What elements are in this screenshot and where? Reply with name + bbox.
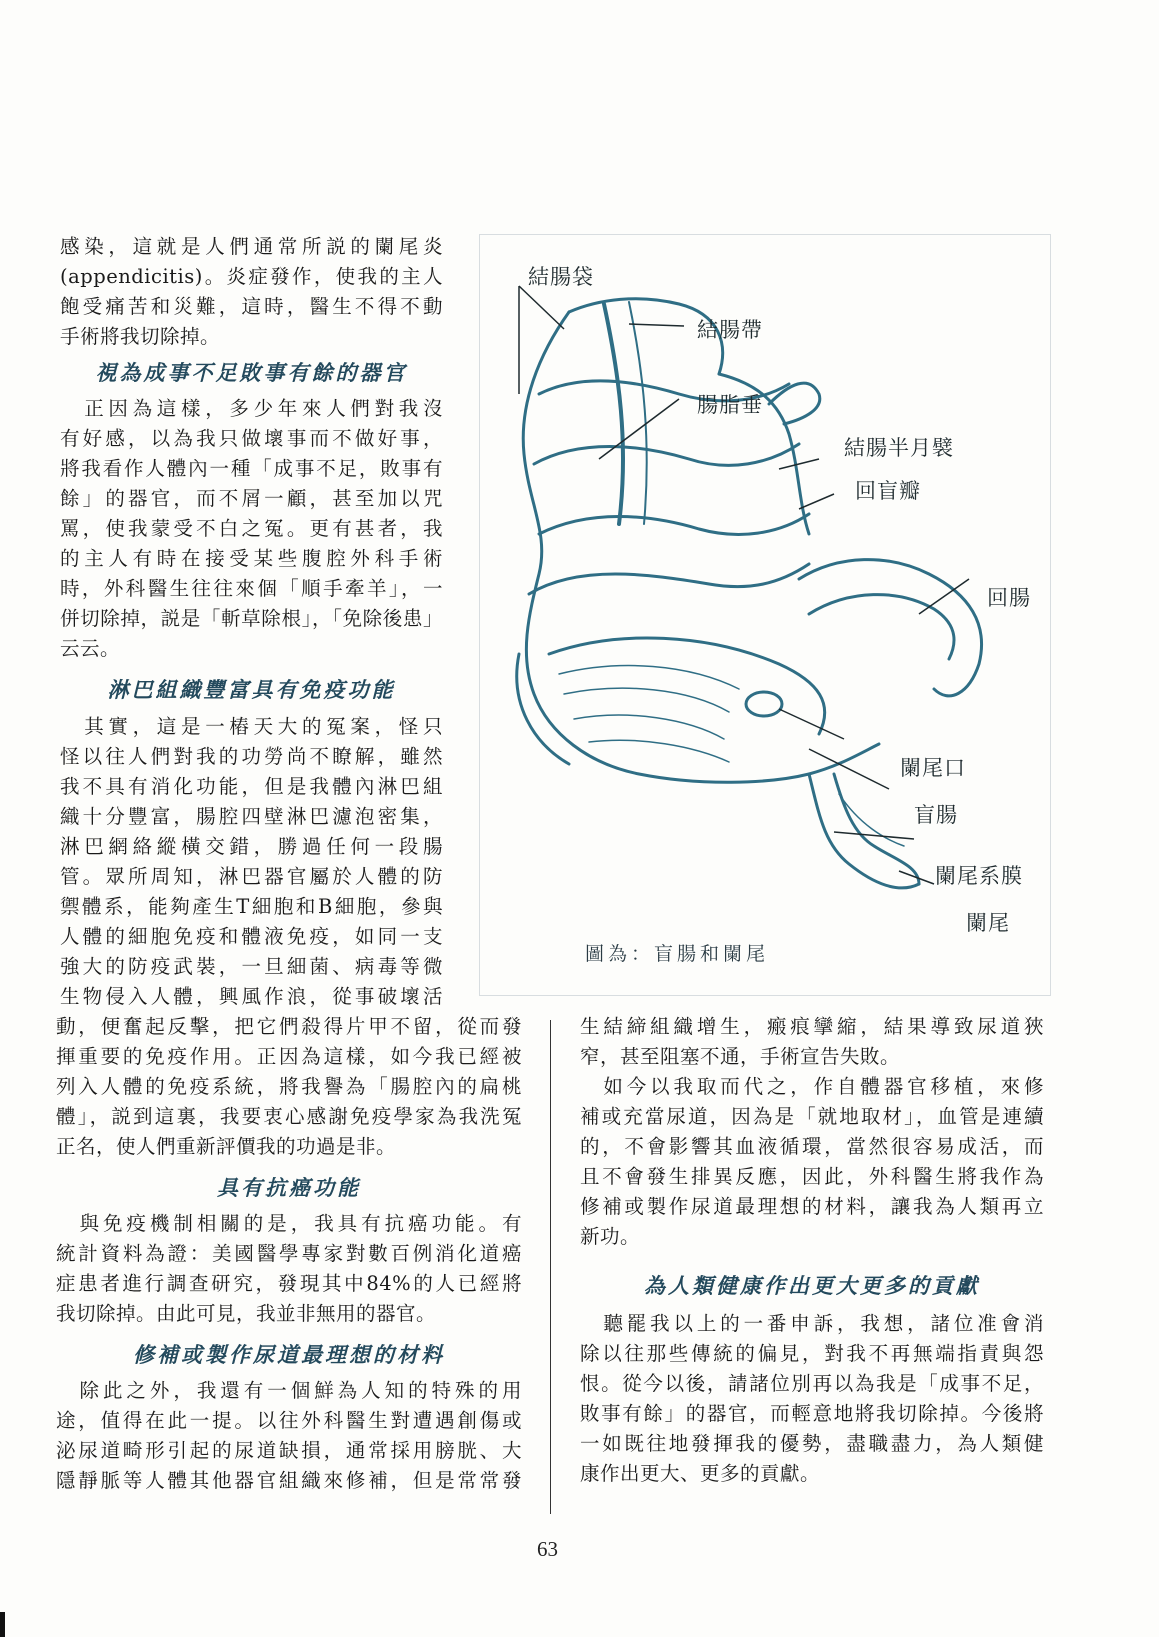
text-line: 人體的細胞免疫和體液免疫，如同一支 bbox=[60, 925, 443, 948]
text-line: 飽受痛苦和災難，這時，醫生不得不動 bbox=[60, 295, 443, 318]
text-line: 一如既往地發揮我的優勢，盡職盡力，為人類健 bbox=[580, 1432, 1044, 1455]
text-line: 症患者進行調查研究，發現其中84%的人已經將 bbox=[56, 1272, 522, 1295]
text-line: 動，便奮起反擊，把它們殺得片甲不留，從而發 bbox=[56, 1015, 522, 1038]
text-line: 的主人有時在接受某些腹腔外科手術 bbox=[60, 547, 443, 570]
text-line: 併切除掉，説是「斬草除根」，「免除後患」 bbox=[60, 607, 443, 630]
text-line: 修補或製作尿道最理想的材料，讓我為人類再立 bbox=[580, 1195, 1044, 1218]
label-appendix: 闌尾 bbox=[966, 911, 1010, 935]
label-semilunar: 結腸半月襞 bbox=[844, 436, 954, 460]
text-line: 泌尿道畸形引起的尿道缺損，通常採用膀胱、大 bbox=[56, 1439, 522, 1462]
section-heading: 具有抗癌功能 bbox=[217, 1175, 361, 1200]
label-taenia: 結腸帶 bbox=[697, 318, 763, 342]
text-line: 淋巴網絡縱橫交錯，勝過任何一段腸 bbox=[60, 835, 443, 858]
text-line: 如今以我取而代之，作自體器官移植，來修 bbox=[580, 1075, 1044, 1098]
label-ileocecal-valve: 回盲瓣 bbox=[855, 479, 921, 503]
text-line: 織十分豐富，腸腔四壁淋巴濾泡密集， bbox=[60, 805, 443, 828]
text-line: 罵，使我蒙受不白之冤。更有甚者，我 bbox=[60, 517, 443, 540]
text-line: 除此之外，我還有一個鮮為人知的特殊的用 bbox=[56, 1379, 522, 1402]
figure-caption: 圖為：盲腸和闌尾 bbox=[585, 943, 770, 965]
section-heading: 視為成事不足敗事有餘的器官 bbox=[95, 360, 408, 385]
text-line: 生結締組織增生，瘢痕攣縮，結果導致尿道狹 bbox=[580, 1015, 1044, 1038]
label-appendix-orifice: 闌尾口 bbox=[900, 756, 966, 780]
text-line: 列入人體的免疫系統，將我譽為「腸腔內的扁桃 bbox=[56, 1075, 522, 1098]
page-number: 63 bbox=[537, 1537, 558, 1561]
scan-edge-mark bbox=[0, 1612, 5, 1637]
text-line: 怪以往人們對我的功勞尚不瞭解，雖然 bbox=[60, 745, 443, 768]
text-line: 途，值得在此一提。以往外科醫生對遭遇創傷或 bbox=[56, 1409, 522, 1432]
text-line: 康作出更大、更多的貢獻。 bbox=[580, 1462, 821, 1485]
text-line: 敗事有餘」的器官，而輕意地將我切除掉。今後將 bbox=[580, 1402, 1044, 1425]
column-divider bbox=[550, 1020, 551, 1514]
text-line: 聽罷我以上的一番申訴，我想，諸位准會消 bbox=[580, 1312, 1044, 1335]
cecum-appendix-illustration bbox=[479, 234, 1051, 934]
text-line: 有好感，以為我只做壞事而不做好事， bbox=[60, 427, 443, 450]
section-heading: 淋巴組織豐富具有免疫功能 bbox=[107, 677, 396, 702]
text-line: 揮重要的免疫作用。正因為這樣，如今我已經被 bbox=[56, 1045, 522, 1068]
text-line: (appendicitis)。炎症發作，使我的主人 bbox=[60, 265, 443, 288]
text-line: 的，不會影響其血液循環，當然很容易成活，而 bbox=[580, 1135, 1044, 1158]
text-line: 正因為這樣，多少年來人們對我沒 bbox=[60, 397, 443, 420]
text-line: 將我看作人體內一種「成事不足，敗事有 bbox=[60, 457, 443, 480]
text-line: 餘」的器官，而不屑一顧，甚至加以咒 bbox=[60, 487, 443, 510]
text-line: 其實，這是一樁天大的冤案，怪只 bbox=[60, 715, 443, 738]
text-line: 管。眾所周知，淋巴器官屬於人體的防 bbox=[60, 865, 443, 888]
text-line: 生物侵入人體，興風作浪，從事破壞活 bbox=[60, 985, 443, 1008]
text-line: 隱靜脈等人體其他器官組織來修補，但是常常發 bbox=[56, 1469, 522, 1492]
text-line: 我不具有消化功能，但是我體內淋巴組 bbox=[60, 775, 443, 798]
section-heading: 為人類健康作出更大更多的貢獻 bbox=[644, 1273, 980, 1298]
label-cecum: 盲腸 bbox=[914, 803, 958, 827]
text-line: 新功。 bbox=[580, 1225, 641, 1248]
label-ileum: 回腸 bbox=[987, 586, 1031, 610]
text-line: 且不會發生排異反應，因此，外科醫生將我作為 bbox=[580, 1165, 1044, 1188]
label-epiploic: 腸脂垂 bbox=[697, 393, 763, 417]
text-line: 除以往那些傳統的偏見，對我不再無端指責與怨 bbox=[580, 1342, 1044, 1365]
label-mesoappendix: 闌尾系膜 bbox=[935, 864, 1023, 888]
text-line: 體」，説到這裏，我要衷心感謝免疫學家為我洗冤 bbox=[56, 1105, 522, 1128]
text-line: 窄，甚至阻塞不通，手術宣告失敗。 bbox=[580, 1045, 901, 1068]
text-line: 正名，使人們重新評價我的功過是非。 bbox=[56, 1135, 397, 1158]
text-line: 云云。 bbox=[60, 637, 121, 660]
text-line: 感染，這就是人們通常所説的闌尾炎 bbox=[60, 235, 443, 258]
text-line: 手術將我切除掉。 bbox=[60, 325, 221, 348]
text-line: 強大的防疫武裝，一旦細菌、病毒等微 bbox=[60, 955, 443, 978]
text-line: 補或充當尿道，因為是「就地取材」，血管是連續 bbox=[580, 1105, 1044, 1128]
text-line: 時，外科醫生往往來個「順手牽羊」，一 bbox=[60, 577, 443, 600]
label-haustra: 結腸袋 bbox=[528, 265, 594, 289]
text-line: 恨。從今以後，請諸位別再以為我是「成事不足， bbox=[580, 1372, 1044, 1395]
text-line: 我切除掉。由此可見，我並非無用的器官。 bbox=[56, 1302, 437, 1325]
text-line: 統計資料為證：美國醫學專家對數百例消化道癌 bbox=[56, 1242, 522, 1265]
text-line: 與免疫機制相關的是，我具有抗癌功能。有 bbox=[56, 1212, 522, 1235]
section-heading: 修補或製作尿道最理想的材料 bbox=[133, 1342, 445, 1367]
text-line: 禦體系，能夠產生T細胞和B細胞，參與 bbox=[60, 895, 443, 918]
